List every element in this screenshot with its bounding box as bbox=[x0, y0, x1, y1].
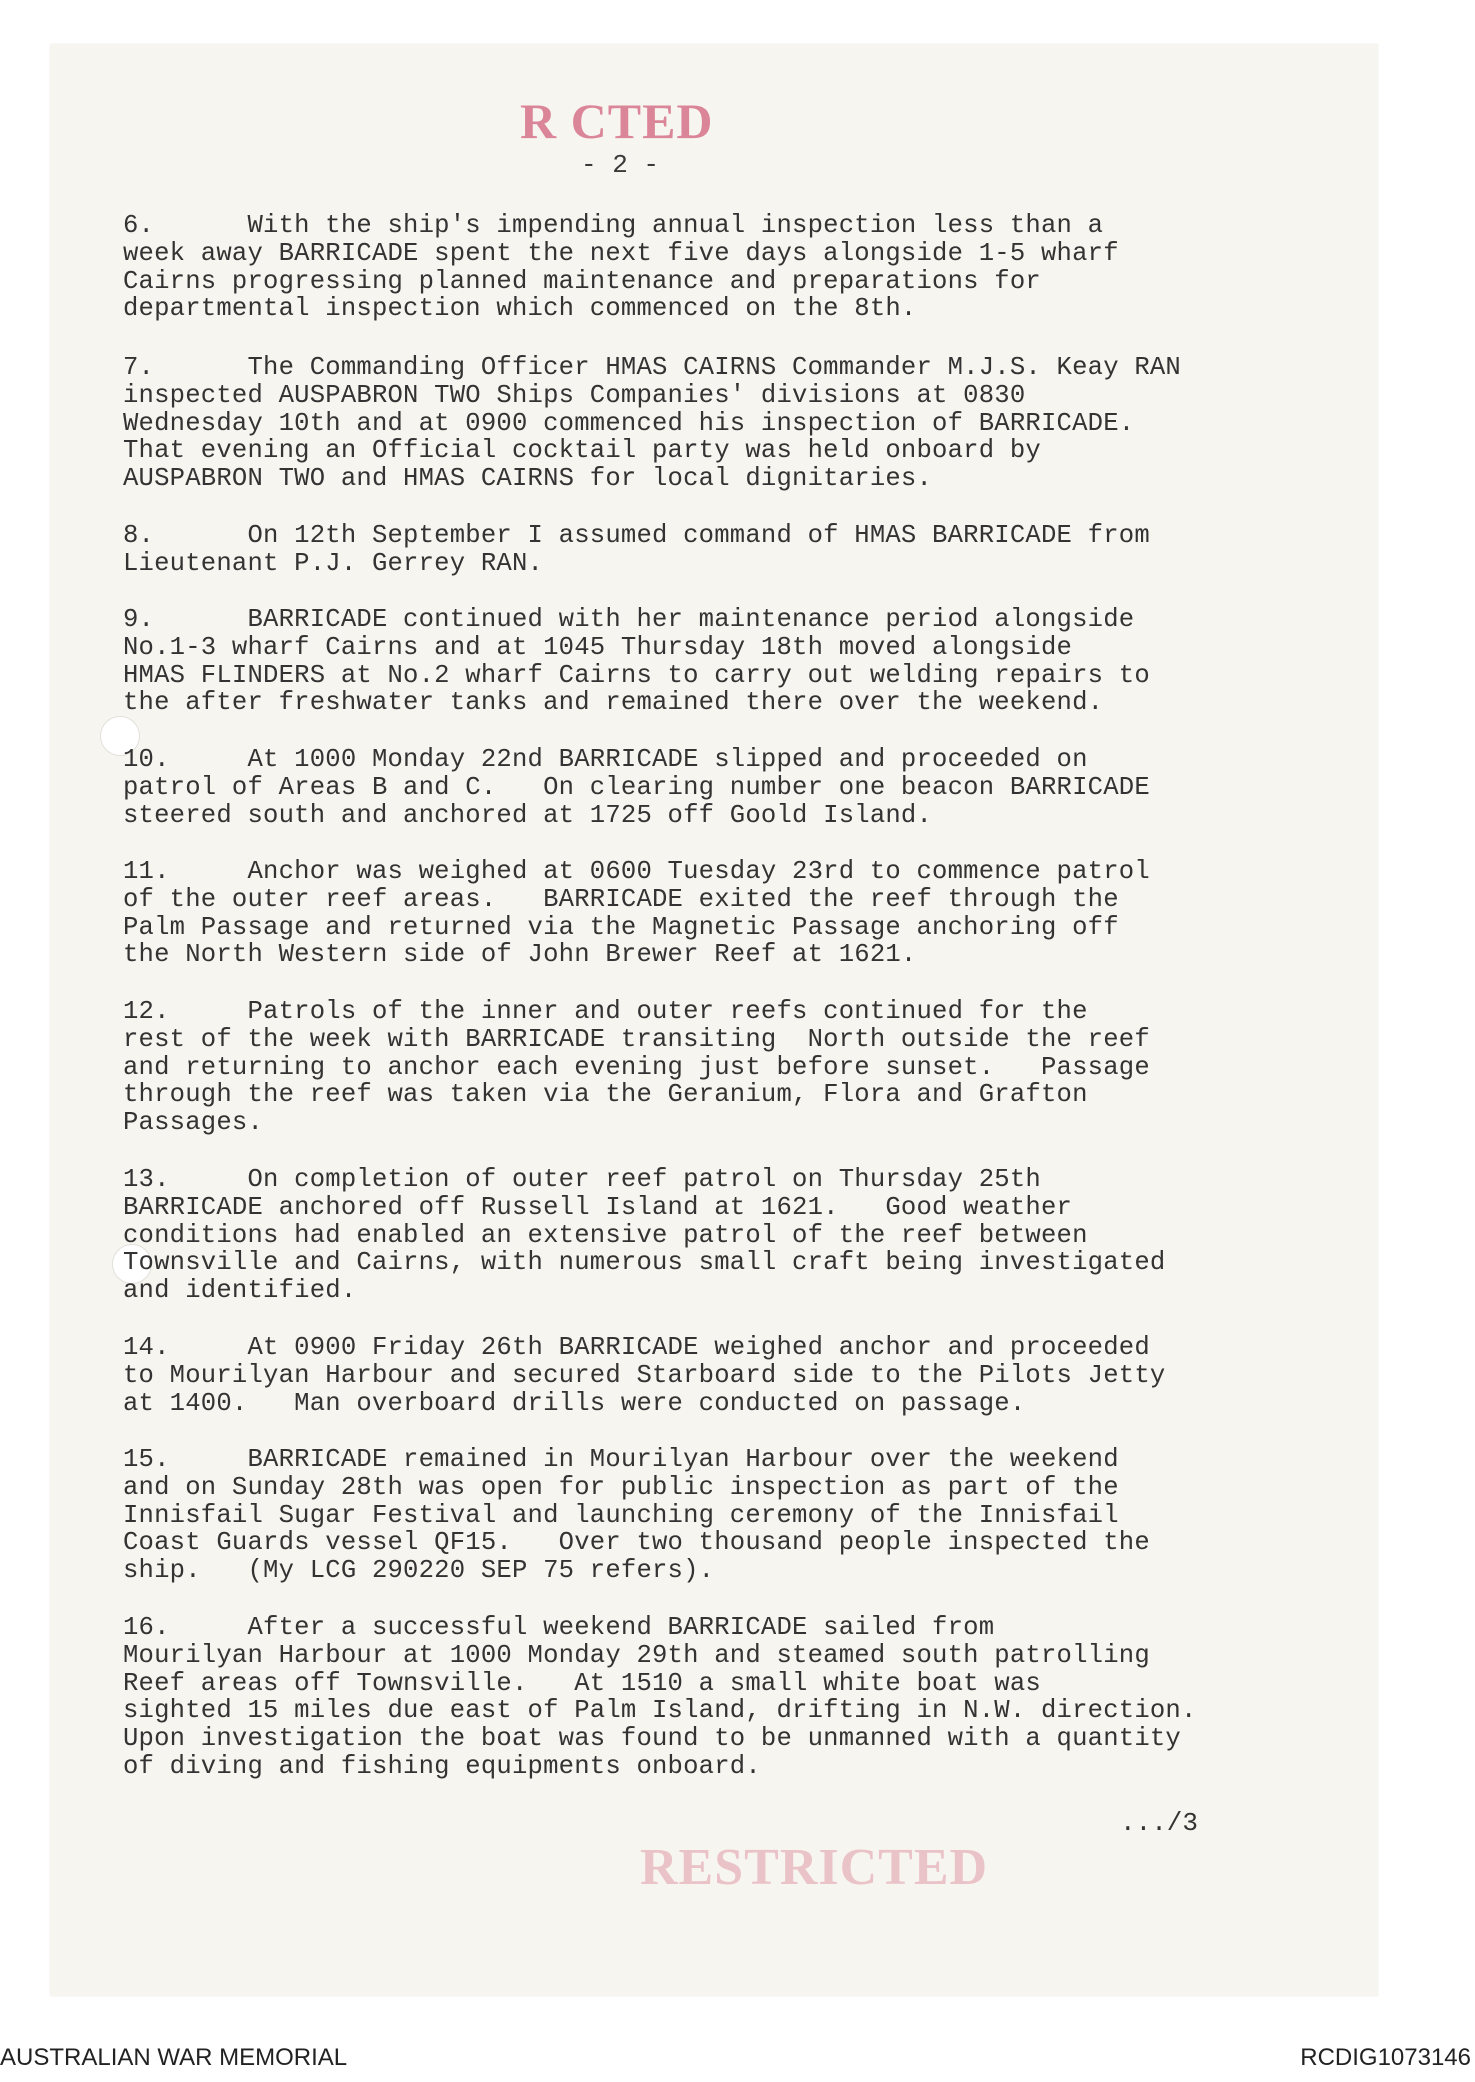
paragraph-line: 7. The Commanding Officer HMAS CAIRNS Commander M.J.S. Keay RAN bbox=[123, 353, 1181, 382]
paragraph-line: and on Sunday 28th was open for public inspection as part of the bbox=[123, 1472, 1119, 1502]
paragraph-line: That evening an Official cocktail party was held onboard by bbox=[123, 436, 1041, 466]
paragraph-line: 13. On completion of outer reef patrol on Thursday 25th bbox=[123, 1165, 1041, 1194]
paragraph-line: AUSPABRON TWO and HMAS CAIRNS for local dignitaries. bbox=[123, 464, 933, 494]
paragraph-line: at 1400. Man overboard drills were conducted on passage. bbox=[123, 1388, 1026, 1418]
paragraph-line: 14. At 0900 Friday 26th BARRICADE weighed anchor and proceeded bbox=[123, 1333, 1150, 1362]
paragraph-line: and returning to anchor each evening just before sunset. Passage bbox=[123, 1052, 1150, 1082]
paragraph-line: departmental inspection which commenced on the 8th. bbox=[123, 294, 917, 324]
paragraph-13 bbox=[123, 1166, 1363, 1305]
paragraph-line: 6. With the ship's impending annual inspection less than a bbox=[123, 211, 1104, 240]
paragraph-line: to Mourilyan Harbour and secured Starboard side to the Pilots Jetty bbox=[123, 1360, 1166, 1390]
paragraph-line: conditions had enabled an extensive patrol of the reef between bbox=[123, 1220, 1088, 1250]
footer-id: RCDIG1073146 bbox=[1300, 2044, 1471, 2071]
paragraph-15 bbox=[123, 1446, 1363, 1585]
paragraph-line: Lieutenant P.J. Gerrey RAN. bbox=[123, 548, 544, 578]
paragraph-line: patrol of Areas B and C. On clearing number one beacon BARRICADE bbox=[123, 772, 1150, 802]
paragraph-line: Mourilyan Harbour at 1000 Monday 29th and steamed south patrolling bbox=[123, 1640, 1150, 1670]
continuation-marker: .../3 bbox=[1120, 1808, 1199, 1838]
paragraph-line: Upon investigation the boat was found to be unmanned with a quantity bbox=[123, 1724, 1181, 1754]
paragraph-line: of diving and fishing equipments onboard. bbox=[123, 1751, 761, 1781]
paragraph-line: Palm Passage and returned via the Magnetic Passage anchoring off bbox=[123, 912, 1119, 942]
paragraph-line: inspected AUSPABRON TWO Ships Companies' divisions at 0830 bbox=[123, 380, 1026, 410]
paragraph-line: through the reef was taken via the Geranium, Flora and Grafton bbox=[123, 1080, 1088, 1110]
restricted-stamp-bottom: RESTRICTED bbox=[640, 1839, 989, 1896]
paragraph-16 bbox=[123, 1614, 1363, 1781]
paragraph-line: Cairns progressing planned maintenance and preparations for bbox=[123, 266, 1041, 296]
paragraph-line: BARRICADE anchored off Russell Island at 1621. Good weather bbox=[123, 1192, 1073, 1222]
paragraph-7 bbox=[123, 354, 1363, 493]
paragraph-line: 11. Anchor was weighed at 0600 Tuesday 23rd to commence patrol bbox=[123, 857, 1150, 886]
paragraph-line: Wednesday 10th and at 0900 commenced his inspection of BARRICADE. bbox=[123, 408, 1135, 438]
page-number: - 2 - bbox=[580, 150, 659, 180]
paragraph-6 bbox=[123, 212, 1363, 323]
paragraph-line: 8. On 12th September I assumed command of HMAS BARRICADE from bbox=[123, 521, 1150, 550]
paragraph-line: ship. (My LCG 290220 SEP 75 refers). bbox=[123, 1556, 715, 1586]
paragraph-14 bbox=[123, 1334, 1363, 1417]
footer-source: AUSTRALIAN WAR MEMORIAL bbox=[0, 2044, 348, 2071]
paragraph-11 bbox=[123, 858, 1363, 969]
paragraph-line: week away BARRICADE spent the next five days alongside 1-5 wharf bbox=[123, 238, 1119, 268]
paragraph-12 bbox=[123, 998, 1363, 1137]
paragraph-line: 9. BARRICADE continued with her maintenance period alongside bbox=[123, 605, 1135, 634]
paragraph-10 bbox=[123, 746, 1363, 829]
paragraph-line: Townsville and Cairns, with numerous small craft being investigated bbox=[123, 1248, 1166, 1278]
paragraph-line: steered south and anchored at 1725 off Goold Island. bbox=[123, 800, 933, 830]
paragraph-line: of the outer reef areas. BARRICADE exited the reef through the bbox=[123, 884, 1119, 914]
paragraph-line: the after freshwater tanks and remained there over the weekend. bbox=[123, 688, 1104, 718]
paragraph-8 bbox=[123, 522, 1363, 578]
paragraph-line: rest of the week with BARRICADE transiting North outside the reef bbox=[123, 1024, 1150, 1054]
paragraph-line: 16. After a successful weekend BARRICADE sailed from bbox=[123, 1613, 995, 1642]
paragraph-line: Passages. bbox=[123, 1108, 264, 1138]
paragraph-line: Innisfail Sugar Festival and launching ceremony of the Innisfail bbox=[123, 1500, 1119, 1530]
paragraph-line: 10. At 1000 Monday 22nd BARRICADE slipped and proceeded on bbox=[123, 745, 1088, 774]
paragraph-line: sighted 15 miles due east of Palm Island, drifting in N.W. direction. bbox=[123, 1696, 1197, 1726]
paragraph-line: 12. Patrols of the inner and outer reefs continued for the bbox=[123, 997, 1088, 1026]
restricted-stamp-top: R CTED bbox=[520, 93, 714, 149]
paragraph-line: No.1-3 wharf Cairns and at 1045 Thursday 18th moved alongside bbox=[123, 632, 1073, 662]
paragraph-line: and identified. bbox=[123, 1276, 357, 1306]
paragraph-line: the North Western side of John Brewer Reef at 1621. bbox=[123, 940, 917, 970]
paragraph-line: HMAS FLINDERS at No.2 wharf Cairns to carry out welding repairs to bbox=[123, 660, 1150, 690]
paragraph-line: Coast Guards vessel QF15. Over two thousand people inspected the bbox=[123, 1528, 1150, 1558]
paragraph-line: 15. BARRICADE remained in Mourilyan Harbour over the weekend bbox=[123, 1445, 1119, 1474]
paragraph-9 bbox=[123, 606, 1363, 717]
paragraph-line: Reef areas off Townsville. At 1510 a small white boat was bbox=[123, 1668, 1041, 1698]
